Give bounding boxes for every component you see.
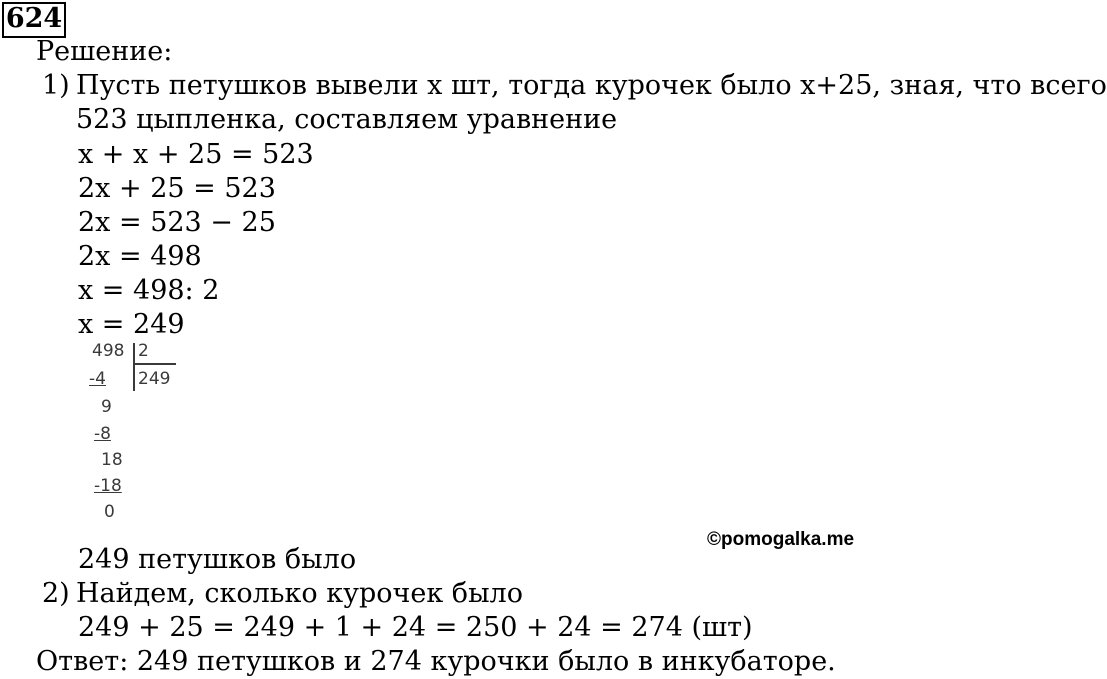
long-division-row: -8: [94, 424, 111, 444]
long-division-divisor: 2: [138, 341, 149, 361]
equation-line: x = 249: [78, 309, 185, 340]
step2-text: Найдем, сколько курочек было: [76, 578, 523, 609]
equation-line: x = 498: 2: [78, 275, 220, 306]
equation-line: 2x = 498: [78, 241, 202, 272]
step1-text-line1: Пусть петушков вывели x шт, тогда курочек было x+25, зная, что всего: [76, 70, 1107, 101]
answer-line: Ответ: 249 петушков и 274 курочки было в инкубаторе.: [36, 646, 836, 677]
equation-line: 2x = 523 − 25: [78, 207, 276, 238]
equation-line: 2x + 25 = 523: [78, 173, 276, 204]
long-division-row: -18: [94, 476, 122, 496]
step1-marker: 1): [42, 70, 70, 101]
copyright-watermark: ©pomogalka.me: [707, 529, 855, 550]
step1-text-line2: 523 цыпленка, составляем уравнение: [76, 104, 618, 135]
long-division-quotient: 249: [138, 369, 171, 389]
long-division-horizontal-line: [134, 363, 176, 365]
long-division-row: 18: [101, 450, 123, 470]
equation-line: x + x + 25 = 523: [78, 139, 314, 170]
long-division-row: 9: [101, 397, 112, 417]
problem-number: 624: [5, 3, 63, 34]
long-division-vertical-line: [133, 343, 135, 391]
long-division-row: -4: [89, 369, 106, 389]
long-division-row: 0: [104, 502, 115, 522]
step1-result: 249 петушков было: [78, 544, 357, 575]
step2-marker: 2): [42, 578, 70, 609]
long-division-dividend: 498: [92, 341, 125, 361]
step2-equation: 249 + 25 = 249 + 1 + 24 = 250 + 24 = 274 (шт): [78, 612, 753, 643]
solution-heading: Решение:: [36, 36, 173, 67]
